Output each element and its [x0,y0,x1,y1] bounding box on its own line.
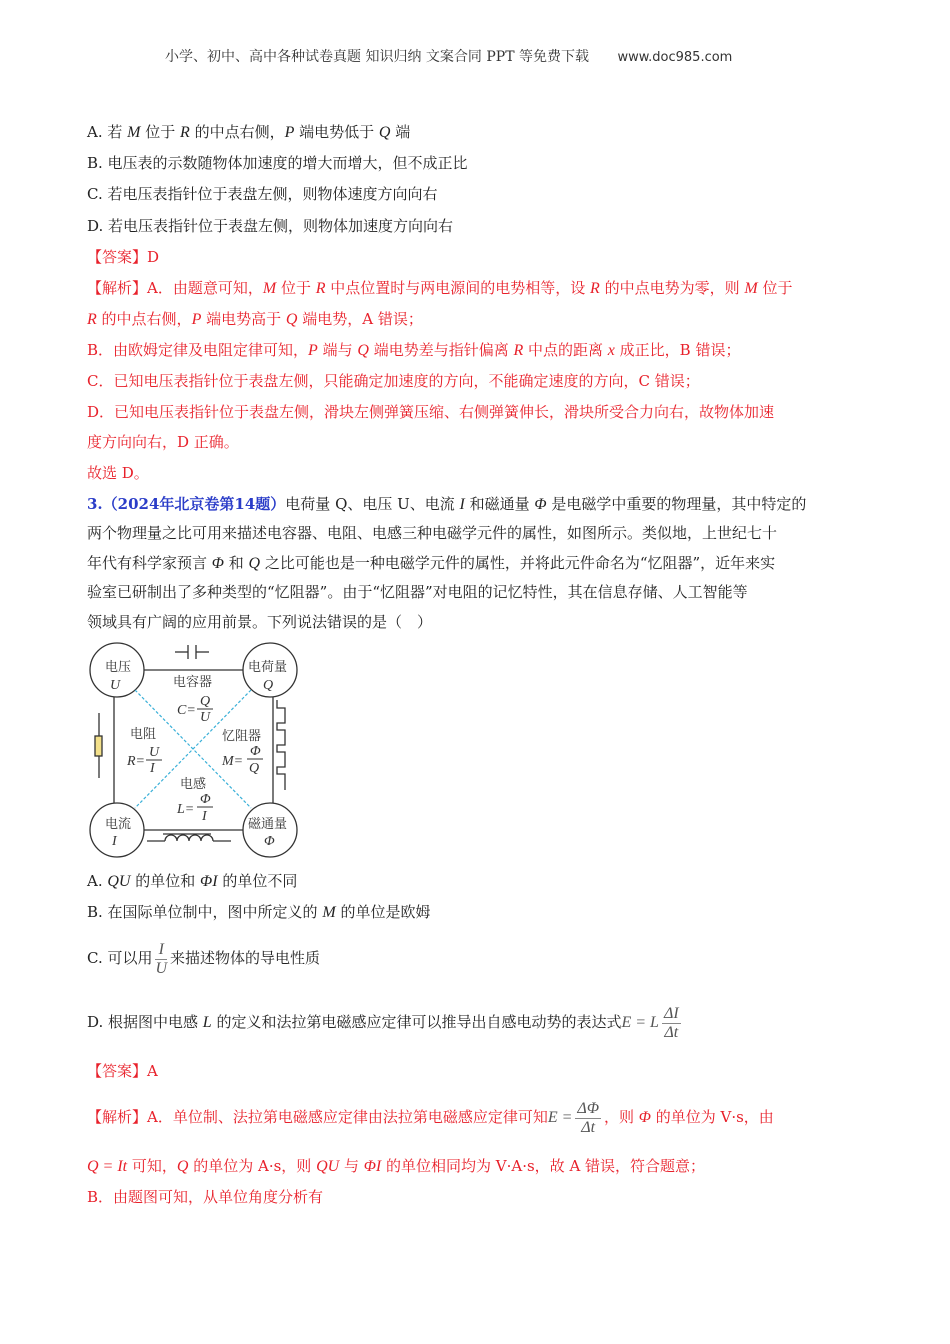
option-c-fraction [155,941,167,978]
resistor-formula-den: I [150,761,155,776]
math-symbol: P [284,124,295,141]
math-symbol: L [202,1014,212,1031]
em-elements-diagram [85,640,305,865]
option-c [87,936,320,980]
math-symbol: Φ [534,496,547,513]
text-segment: 端电势高于 [201,310,286,328]
math-symbol: M [262,280,277,297]
math-symbol: Q [248,555,261,572]
capacitor-formula-num: Q [200,694,211,709]
text-segment: 领域具有广阔的应用前景。下列说法错误的是（ ） [87,613,433,631]
node-charge-symbol: Q [263,678,274,693]
resistor-icon [95,713,102,778]
resistor-formula-num: U [149,745,160,760]
math-symbol: M [127,124,141,141]
text-segment: 的定义和法拉第电磁感应定律可以推导出自感电动势的表达式 [211,1013,622,1031]
text-line [87,340,740,361]
text-segment: 的单位为 A·s，则 [188,1157,317,1175]
option-d-fraction [662,1005,681,1042]
fraction-numerator: ΔI [663,1004,679,1022]
math-symbol: R [590,280,600,297]
math-symbol: QU [107,873,131,890]
fraction-denominator: Δt [664,1023,679,1041]
inductor-formula-den: I [202,809,207,824]
fraction-numerator: ΔΦ [577,1099,599,1117]
text-segment: 的单位是欧姆 [335,903,431,921]
text-segment: 中点位置时与两电源间的电势相等，设 [325,279,591,297]
answer-label: 【答案】A [87,1062,158,1080]
text-line [87,494,806,515]
math-symbol: QU [316,1158,340,1175]
math-symbol: Φ [211,555,224,572]
text-segment: 的单位相同均为 V·A·s，故 A 错误，符合题意； [381,1157,706,1175]
option-d [87,1000,684,1045]
resistor-formula-lhs: R= [127,754,145,769]
text-line [87,371,700,391]
text-line [87,582,748,602]
math-symbol: P [191,311,202,328]
text-segment: B. 电压表的示数随物体加速度的增大而增大，但不成正比 [87,154,468,172]
text-segment: 【解析】A．由题意可知， [87,279,263,297]
text-segment: B. 在国际单位制中，图中所定义的 [87,903,323,921]
text-segment: 和磁通量 [464,495,535,513]
text-segment: 端电势，A 错误； [297,310,423,328]
text-segment: 是电磁学中重要的物理量，其中特定的 [546,495,807,513]
math-symbol: Φ [638,1109,651,1126]
math-symbol: Q [378,124,391,141]
text-segment: 的单位不同 [217,872,298,890]
header-text: 小学、初中、高中各种试卷真题 知识归纳 文案合同 PPT 等免费下载 [165,49,589,65]
capacitor-label: 电容器 [173,675,213,690]
text-line [87,278,792,299]
text-line [87,184,437,204]
math-symbol: x [607,342,615,359]
text-segment: 与 [339,1157,364,1175]
text-segment: 两个物理量之比可用来描述电容器、电阻、电感三种电磁学元件的属性，如图所示。类似地，上世纪七十 [87,524,778,542]
math-symbol: M [744,280,758,297]
text-segment: 度方向向右，D 正确。 [87,433,239,451]
text-segment: C．已知电压表指针位于表盘左侧，只能确定加速度的方向，不能确定速度的方向，C 错误； [87,372,700,390]
header-url[interactable]: www.doc985.com [617,50,733,65]
math-symbol: R [87,311,97,328]
text-segment: 之比可能也是一种电磁学元件的属性，并将此元件命名为“忆阻器”，近年来实 [260,554,776,572]
math-symbol: M [322,904,336,921]
text-segment: 位于 [757,279,793,297]
text-line [87,216,453,236]
question-number: 3.（2024年北京卷第14题） [87,495,286,513]
text-line [87,902,430,923]
text-segment: 故选 D。 [87,464,149,482]
text-segment: 的单位为 V·s，由 [650,1108,774,1126]
fraction-denominator: U [155,959,168,977]
text-segment: 可知， [127,1157,177,1175]
math-symbol: Q [176,1158,189,1175]
text-segment: D．已知电压表指针位于表盘左侧，滑块左侧弹簧压缩、右侧弹簧伸长，滑块所受合力向右，故物体加速 [87,403,775,421]
text-line [87,122,410,143]
text-line [87,247,159,267]
math-symbol: ΦI [200,873,218,890]
text-segment: 位于 [276,279,316,297]
text-segment: B．由题图可知，从单位角度分析有 [87,1188,324,1206]
text-segment: 端与 [317,341,358,359]
text-line [87,1187,323,1207]
text-segment: 电荷量 Q、电压 U、电流 [285,495,460,513]
text-segment: 的中点右侧， [189,123,285,141]
node-voltage-label: 电压 [105,660,132,675]
text-segment: 的单位和 [130,872,201,890]
capacitor-formula-den: U [200,710,211,725]
option-c-text-end: 来描述物体的导电性质 [170,949,321,967]
option-c-text: C. 可以用 [87,949,153,967]
text-line [87,1156,705,1177]
node-voltage-symbol: U [110,678,121,693]
math-symbol: Q [357,342,369,359]
analysis-fraction [575,1100,601,1137]
text-segment: 端电势差与指针偏离 [368,341,514,359]
resistor-label: 电阻 [130,727,157,742]
node-flux-symbol: Φ [264,834,275,849]
node-current-label: 电流 [105,817,132,832]
text-segment: 验室已研制出了多种类型的“忆阻器”。由于“忆阻器”对电阻的记忆特性，其在信息存储、人工智能等 [87,583,748,601]
text-segment: 端电势低于 [294,123,379,141]
capacitor-icon [175,645,209,659]
page-header [165,46,732,66]
memristor-formula-num: Φ [250,744,261,759]
inductor-formula-num: Φ [200,792,211,807]
inductor-formula-lhs: L= [177,802,195,817]
memristor-label: 忆阻器 [222,729,262,744]
math-symbol: R [513,342,524,359]
math-symbol: R [315,280,326,297]
text-line [87,432,239,452]
node-flux-label: 磁通量 [248,817,288,832]
analysis-formula-lhs: E = [547,1109,573,1126]
text-segment: A. 若 [87,123,128,141]
analysis-text: 【解析】A．单位制、法拉第电磁感应定律由法拉第电磁感应定律可知 [87,1108,548,1126]
text-segment: 和 [223,554,249,572]
text-segment: 的中点电势为零，则 [599,279,745,297]
text-line [87,402,774,422]
text-segment: 的中点右侧， [96,310,192,328]
math-symbol: I [459,496,465,513]
text-segment: B．由欧姆定律及电阻定律可知， [87,341,309,359]
text-segment: A. [87,872,108,890]
text-line [87,871,297,892]
inductor-icon [147,834,231,841]
text-segment: ，则 [604,1108,639,1126]
memristor-formula-lhs: M= [222,754,244,769]
text-line [87,523,777,543]
memristor-formula-den: Q [249,761,260,776]
text-segment: 年代有科学家预言 [87,554,212,572]
math-symbol: Q [285,311,298,328]
text-segment: 【答案】D [87,248,160,266]
math-symbol: R [180,124,190,141]
text-segment: D. 若电压表指针位于表盘左侧，则物体加速度方向向右 [87,217,454,235]
math-symbol: P [308,342,318,359]
text-line [87,309,423,330]
node-charge-label: 电荷量 [248,660,288,675]
inductor-label: 电感 [180,777,207,792]
text-segment: 成正比，B 错误； [614,341,741,359]
math-symbol: Q = It [87,1158,128,1175]
text-line [87,553,775,574]
node-current-symbol: I [112,834,117,849]
option-d-formula-lhs: E = L [621,1014,659,1031]
analysis-line-1 [87,1095,774,1140]
capacitor-formula-lhs: C= [177,703,196,718]
math-symbol: ΦI [363,1158,382,1175]
text-line [87,612,432,632]
memristor-icon [277,700,285,790]
text-segment: 位于 [140,123,181,141]
text-segment: C. 若电压表指针位于表盘左侧，则物体速度方向向右 [87,185,438,203]
text-line [87,153,468,173]
fraction-numerator: I [155,941,167,960]
fraction-denominator: Δt [581,1118,596,1136]
text-line [87,463,149,483]
text-segment: 端 [390,123,411,141]
text-segment: 中点的距离 [523,341,608,359]
text-segment: D. 根据图中电感 [87,1013,203,1031]
